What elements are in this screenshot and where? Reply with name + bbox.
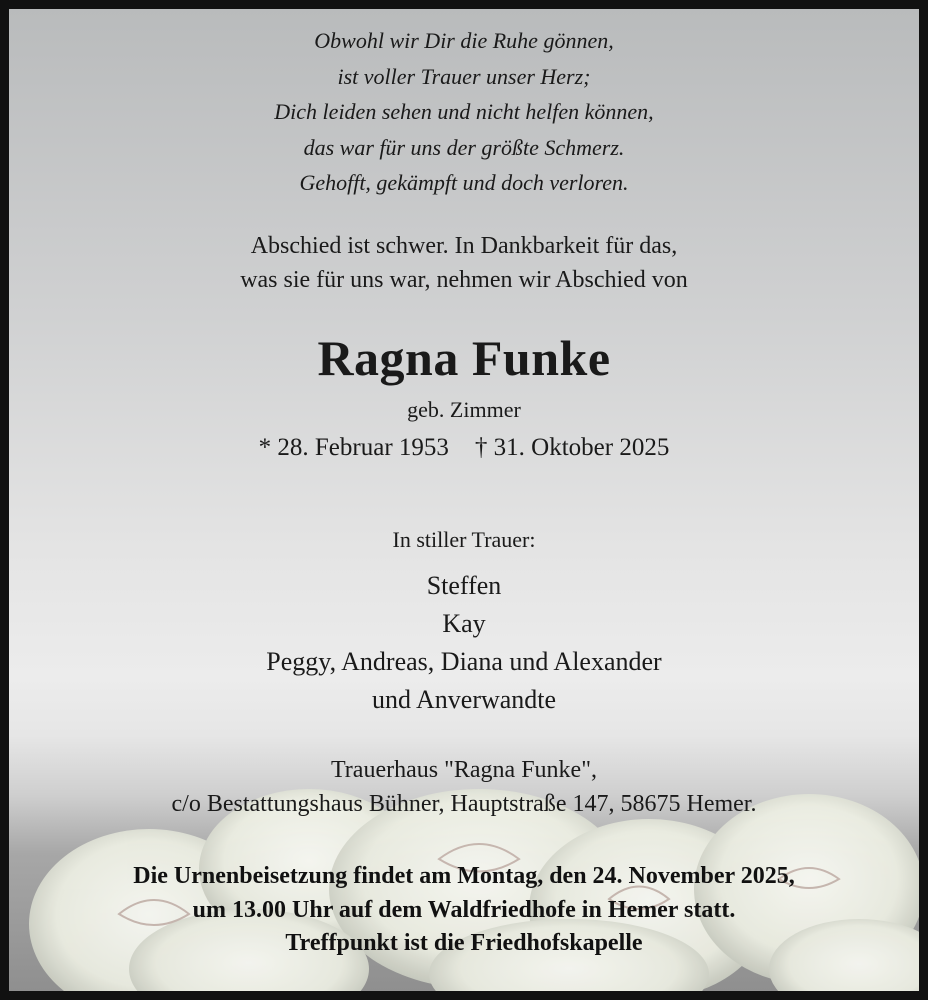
birth-date: * 28. Februar 1953 — [258, 434, 449, 461]
farewell-intro — [9, 229, 919, 297]
deceased-name: Ragna Funke — [317, 330, 611, 386]
poem-line: Obwohl wir Dir die Ruhe gönnen, — [314, 28, 614, 53]
mourner-line: Kay — [442, 609, 486, 638]
mourner-line: Peggy, Andreas, Diana und Alexander — [266, 647, 662, 676]
birth-name: geb. Zimmer — [407, 397, 521, 422]
death-date: † 31. Oktober 2025 — [474, 434, 670, 461]
mourner-line: und Anverwandte — [371, 685, 557, 714]
intro-line: was sie für uns war, nehmen wir Abschied von — [240, 267, 688, 293]
poem — [9, 23, 919, 201]
address-line: c/o Bestattungshaus Bühner, Hauptstraße 147, 58675 Hemer. — [171, 791, 757, 817]
intro-line: Abschied ist schwer. In Dankbarkeit für das, — [250, 233, 678, 259]
mourning-heading: In stiller Trauer: — [392, 527, 536, 552]
poem-line: Gehofft, gekämpft und doch verloren. — [299, 170, 629, 196]
poem-line: Dich leiden sehen und nicht helfen können, — [274, 99, 654, 125]
address-line: Trauerhaus "Ragna Funke", — [330, 757, 597, 783]
burial-line: Die Urnenbeisetzung findet am Montag, den 24. November 2025, — [133, 863, 795, 889]
burial-line: Treffpunkt ist die Friedhofskapelle — [285, 930, 643, 956]
life-dates — [9, 434, 919, 462]
mourners-list — [9, 567, 919, 719]
mourning-address — [9, 753, 919, 821]
poem-line: das war für uns der größte Schmerz. — [303, 134, 625, 160]
mourner-line: Steffen — [426, 571, 502, 600]
burial-notice — [9, 860, 919, 961]
poem-line: ist voller Trauer unser Herz; — [337, 63, 591, 89]
burial-line: um 13.00 Uhr auf dem Waldfriedhofe in Hemer statt. — [192, 896, 736, 923]
